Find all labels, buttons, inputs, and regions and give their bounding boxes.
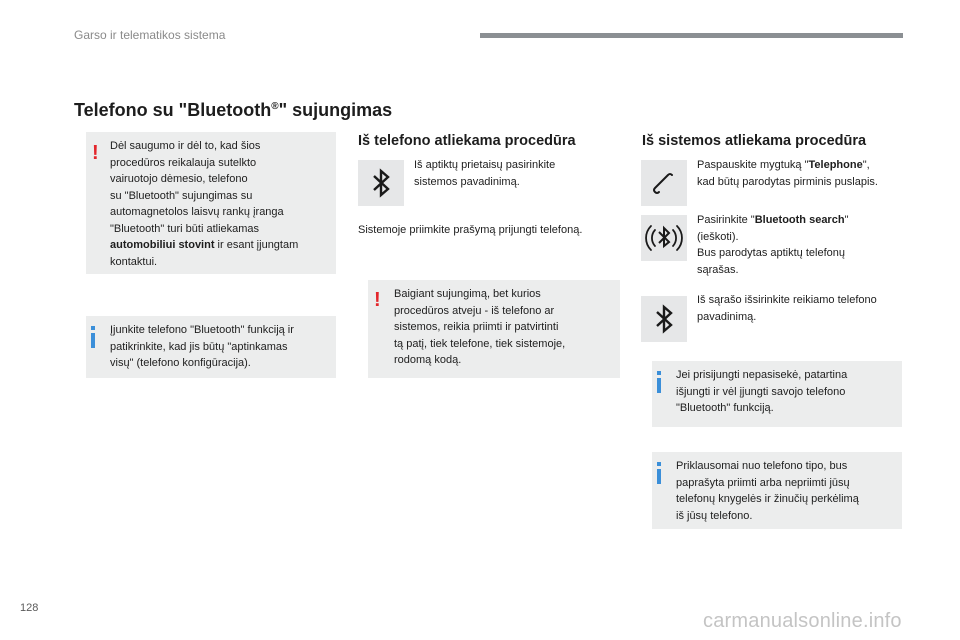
- section-header: Garso ir telematikos sistema: [74, 28, 226, 42]
- header-divider-bar: [480, 33, 903, 38]
- info-box-retry-bluetooth: [652, 361, 902, 427]
- bluetooth-icon: [358, 160, 404, 206]
- warning-box-safety: [86, 132, 336, 274]
- middle-step1-text: Iš aptiktų prietaisų pasirinkite sistemos pavadinimą.: [414, 159, 556, 188]
- page-number: 128: [20, 602, 39, 614]
- watermark: carmanualsonline.info: [703, 610, 902, 632]
- bluetooth-icon: [641, 296, 687, 342]
- info-box-enable-bluetooth: [86, 316, 336, 378]
- warning-text: Dėl saugumo ir dėl to, kad šios procedūros reikalauja sutelkto vairuotojo dėmesio, telefono su "Bluetooth" sujungimas su automagnetolos laisvų rankų įranga "Bluetooth" turi būti atliekamas automobiliui stovint ir esant įjungtam kontaktui.: [110, 140, 299, 268]
- bluetooth-search-icon: [641, 215, 687, 261]
- middle-step2-text: Sistemoje priimkite prašymą prijungti telefoną.: [358, 224, 583, 236]
- warning-icon: !: [374, 289, 381, 311]
- registered-mark: ®: [271, 101, 279, 112]
- info-text: Priklausomai nuo telefono tipo, bus paprašyta priimti arba nepriimti jūsų telefonų knygelės ir žinučių perkėlimą iš jūsų telefono.: [676, 460, 859, 522]
- warning-icon: !: [92, 142, 99, 164]
- warning-text: Baigiant sujungimą, bet kurios procedūros atveju - iš telefono ar sistemos, reikia priimti ir patvirtinti tą patį, tiek telefone, tiek sistemoje, rodomą kodą.: [394, 288, 566, 366]
- info-text: Jei prisijungti nepasisekė, patartina išjungti ir vėl įjungti savojo telefono "Bluetooth" funkciją.: [676, 369, 848, 414]
- info-icon: [91, 326, 95, 348]
- right-column-title: Iš sistemos atliekama procedūra: [642, 133, 867, 149]
- right-step3-text: Iš sąrašo išsirinkite reikiamo telefono pavadinimą.: [697, 294, 877, 323]
- info-icon: [657, 371, 661, 393]
- right-step1-text: Paspauskite mygtuką "Telephone", kad būtų parodytas pirminis puslapis.: [697, 159, 878, 188]
- info-box-contacts-transfer: [652, 452, 902, 529]
- middle-column-title: Iš telefono atliekama procedūra: [358, 133, 576, 149]
- page-title: Telefono su "Bluetooth®" sujungimas: [74, 100, 393, 120]
- right-step2-text: Pasirinkite "Bluetooth search" (ieškoti). Bus parodytas aptiktų telefonų sąrašas.: [697, 214, 849, 276]
- phone-handset-icon: [641, 160, 687, 206]
- info-text: Įjunkite telefono "Bluetooth" funkciją ir patikrinkite, kad jis būtų "aptinkamas visų" (telefono konfigūracija).: [110, 324, 294, 369]
- info-icon: [657, 462, 661, 484]
- warning-box-pairing-code: [368, 280, 620, 378]
